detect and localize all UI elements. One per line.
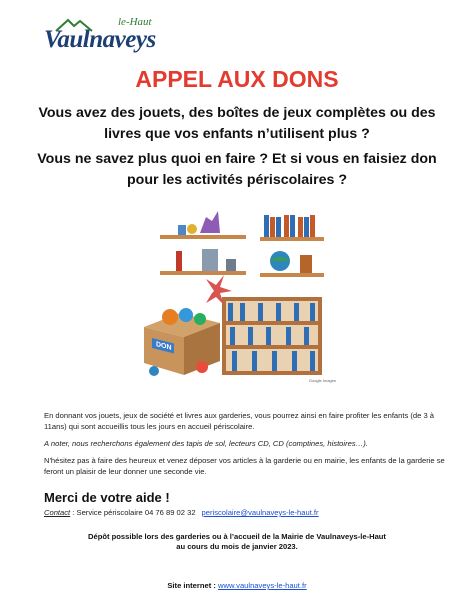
- website-label: Site internet :: [167, 581, 218, 590]
- website-line: [0, 581, 474, 590]
- paragraph-drop-off: N'hésitez pas à faire des heureux et venez déposer vos articles à la garderie ou en mairie, les enfants de la garderie se feront un plaisir de leur donner une seconde vie.: [44, 456, 445, 476]
- website-link[interactable]: www.vaulnaveys-le-haut.fr: [218, 581, 307, 590]
- shelves-and-toy-box-image: [140, 205, 336, 383]
- intro-line-2: Vous ne savez plus quoi en faire ? Et si vous en faisiez don pour les activités périscolaires ?: [37, 151, 437, 188]
- logo-name: Vaulnaveys: [44, 26, 156, 53]
- paragraph-donation: En donnant vos jouets, jeux de société et livres aux garderies, vous pourrez ainsi en faire profiter les enfants (de 3 à 11ans) qui sont accueillis tous les jours en accueil périscolaire.: [44, 411, 435, 431]
- toys-illustration: [140, 205, 336, 383]
- thanks-heading: Merci de votre aide !: [44, 490, 170, 505]
- body-text: [44, 410, 448, 483]
- don-box-label: DON: [156, 340, 172, 352]
- vaulnaveys-logo: [44, 16, 156, 60]
- drop-off-line-1: Dépôt possible lors des garderies ou à l’accueil de la Mairie de Vaulnaveys-le-Haut: [88, 532, 386, 541]
- logo-le-haut: le-Haut: [118, 16, 152, 28]
- image-credit: Google Images: [308, 378, 336, 383]
- drop-off-line-2: au cours du mois de janvier 2023.: [176, 542, 298, 551]
- contact-phone-text: : Service périscolaire 04 76 89 02 32: [70, 508, 196, 517]
- contact-label: Contact: [44, 508, 71, 517]
- intro-text: [30, 103, 444, 191]
- paragraph-note: A noter, nous recherchons également des tapis de sol, lecteurs CD, CD (comptines, histoires…).: [44, 439, 368, 448]
- page-title: APPEL AUX DONS: [135, 66, 339, 92]
- intro-line-1: Vous avez des jouets, des boîtes de jeux complètes ou des livres que vos enfants n’utilisent plus ?: [38, 105, 436, 142]
- contact-line: [44, 508, 319, 517]
- contact-email-link[interactable]: periscolaire@vaulnaveys-le-haut.fr: [201, 508, 319, 517]
- drop-off-info: [0, 532, 474, 552]
